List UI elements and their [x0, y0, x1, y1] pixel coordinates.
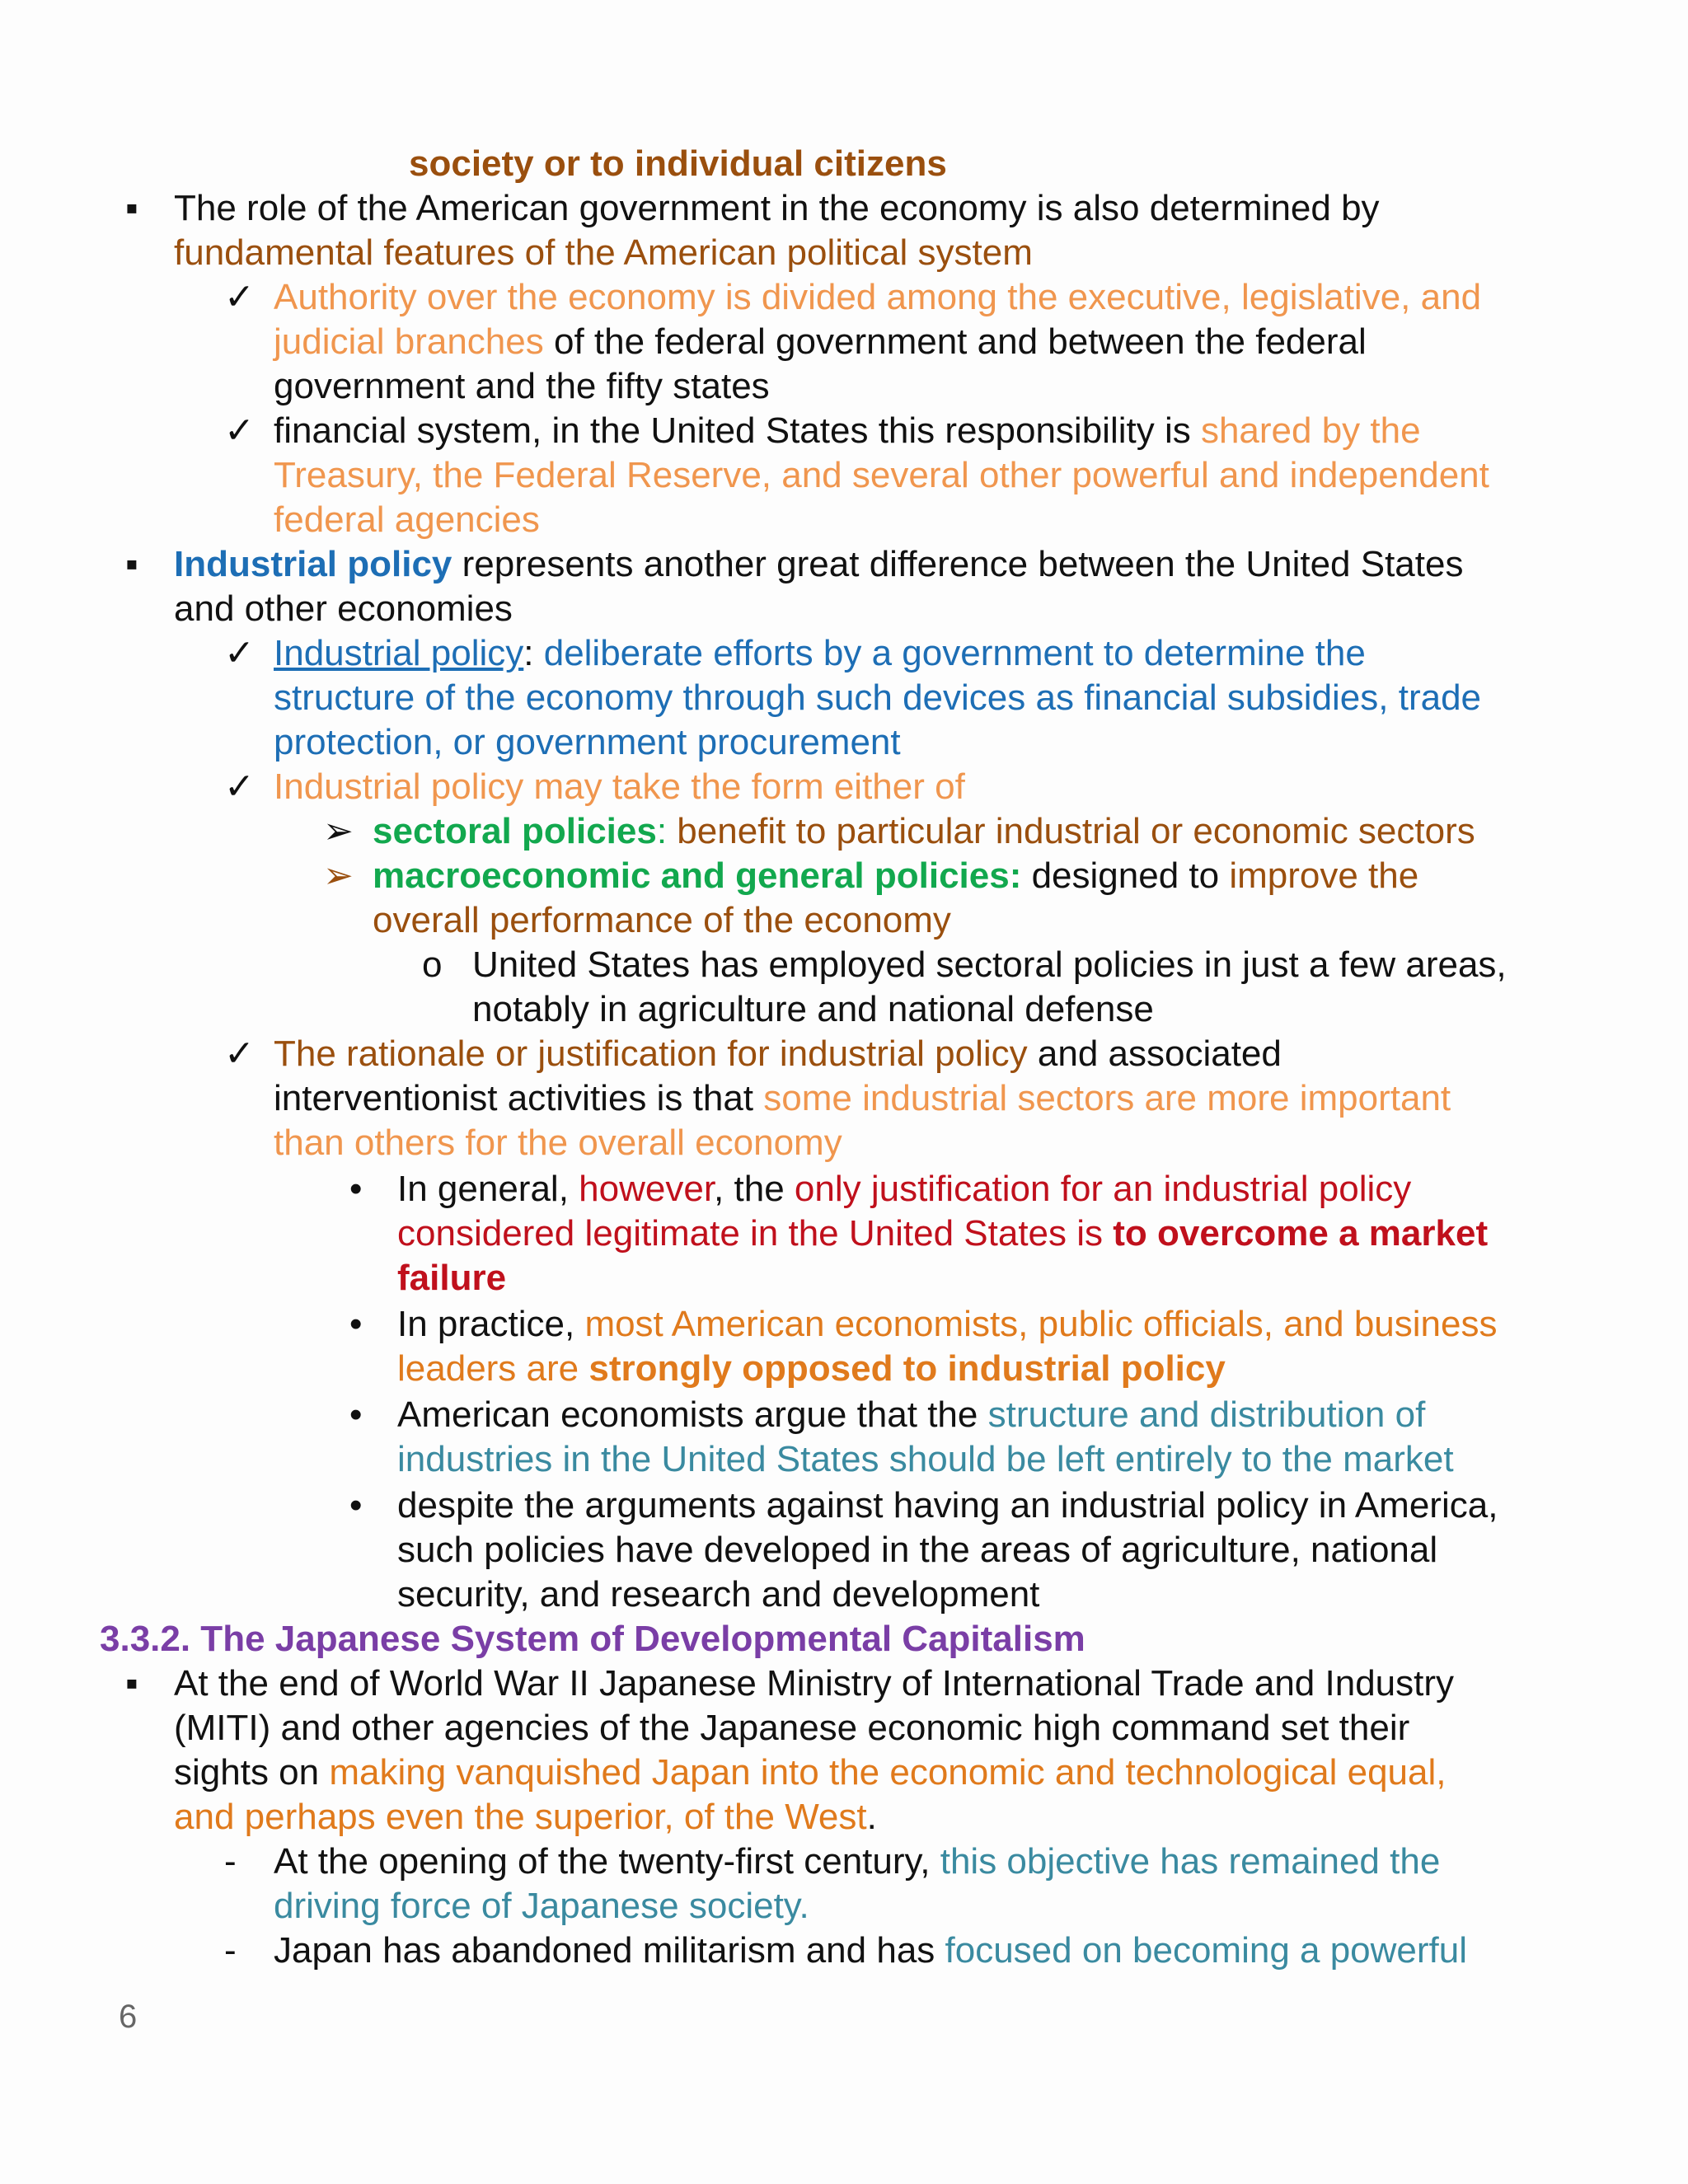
dot-bullet-marker: •: [349, 1485, 363, 1526]
paragraph-line: federal agencies: [274, 499, 540, 540]
paragraph-line: structure of the economy through such devices as financial subsidies, trade: [274, 677, 1482, 718]
paragraph-line: industries in the United States should be left entirely to the market: [397, 1439, 1454, 1479]
paragraph-line: Authority over the economy is divided among the executive, legislative, and: [274, 277, 1482, 317]
page-number: 6: [119, 1999, 138, 2035]
paragraph-line: At the opening of the twenty-first century, this objective has remained the: [274, 1841, 1441, 1882]
dot-bullet-marker: •: [349, 1304, 363, 1344]
paragraph-line: overall performance of the economy: [373, 900, 951, 940]
dash-bullet-marker: -: [224, 1930, 237, 1971]
paragraph-line: interventionist activities is that some industrial sectors are more important: [274, 1078, 1451, 1118]
arrow-bullet-marker: ➢: [323, 811, 354, 851]
paragraph-line: and perhaps even the superior, of the West.: [174, 1797, 877, 1837]
paragraph-line: The role of the American government in the economy is also determined by: [174, 188, 1380, 228]
paragraph-line: In general, however, the only justification for an industrial policy: [397, 1169, 1412, 1209]
arrow-bullet-marker: ➢: [323, 855, 354, 896]
paragraph-line: American economists argue that the structure and distribution of: [397, 1394, 1426, 1435]
paragraph-line: driving force of Japanese society.: [274, 1886, 809, 1926]
square-bullet-marker: ▪: [125, 188, 138, 228]
square-bullet-marker: ▪: [125, 1663, 138, 1704]
paragraph-line: Industrial policy represents another great difference between the United States: [174, 544, 1464, 584]
dot-bullet-marker: •: [349, 1394, 363, 1435]
paragraph-line: financial system, in the United States this responsibility is shared by the: [274, 410, 1421, 451]
check-bullet-marker: ✓: [224, 766, 255, 807]
definition-term: Industrial policy: [274, 633, 524, 673]
paragraph-line: Industrial policy: deliberate efforts by a government to determine the: [274, 633, 1366, 673]
square-bullet-marker: ▪: [125, 544, 138, 584]
paragraph-line: United States has employed sectoral policies in just a few areas,: [472, 944, 1507, 985]
section-heading: 3.3.2. The Japanese System of Developmental Capitalism: [100, 1619, 1085, 1659]
paragraph-line: fundamental features of the American political system: [174, 232, 1033, 273]
paragraph-line: macroeconomic and general policies: designed to improve the: [373, 855, 1419, 896]
paragraph-line: failure: [397, 1258, 507, 1298]
continued-heading-text: society or to individual citizens: [409, 143, 947, 184]
paragraph-line: sectoral policies: benefit to particular industrial or economic sectors: [373, 811, 1475, 851]
paragraph-line: than others for the overall economy: [274, 1122, 842, 1163]
check-bullet-marker: ✓: [224, 277, 255, 317]
check-bullet-marker: ✓: [224, 633, 255, 673]
paragraph-line: Industrial policy may take the form either of: [274, 766, 965, 807]
paragraph-line: leaders are strongly opposed to industrial policy: [397, 1348, 1226, 1389]
paragraph-line: government and the fifty states: [274, 366, 770, 406]
paragraph-line: and other economies: [174, 588, 513, 629]
check-bullet-marker: ✓: [224, 1033, 255, 1074]
dot-bullet-marker: •: [349, 1169, 363, 1209]
paragraph-line: The rationale or justification for industrial policy and associated: [274, 1033, 1282, 1074]
paragraph-line: security, and research and development: [397, 1574, 1040, 1615]
paragraph-line: notably in agriculture and national defense: [472, 989, 1154, 1029]
paragraph-line: (MITI) and other agencies of the Japanese economic high command set their: [174, 1708, 1410, 1748]
dash-bullet-marker: -: [224, 1841, 237, 1882]
paragraph-line: sights on making vanquished Japan into the economic and technological equal,: [174, 1752, 1447, 1793]
paragraph-line: considered legitimate in the United States is to overcome a market: [397, 1213, 1489, 1254]
circle-bullet-marker: o: [422, 944, 443, 985]
paragraph-line: despite the arguments against having an industrial policy in America,: [397, 1485, 1498, 1526]
paragraph-line: judicial branches of the federal government and between the federal: [274, 321, 1367, 362]
paragraph-line: protection, or government procurement: [274, 722, 901, 762]
check-bullet-marker: ✓: [224, 410, 255, 451]
paragraph-line: In practice, most American economists, public officials, and business: [397, 1304, 1498, 1344]
paragraph-line: such policies have developed in the areas of agriculture, national: [397, 1530, 1438, 1570]
paragraph-line: At the end of World War II Japanese Ministry of International Trade and Industry: [174, 1663, 1455, 1704]
paragraph-line: Japan has abandoned militarism and has focused on becoming a powerful: [274, 1930, 1468, 1971]
paragraph-line: Treasury, the Federal Reserve, and several other powerful and independent: [274, 455, 1489, 495]
